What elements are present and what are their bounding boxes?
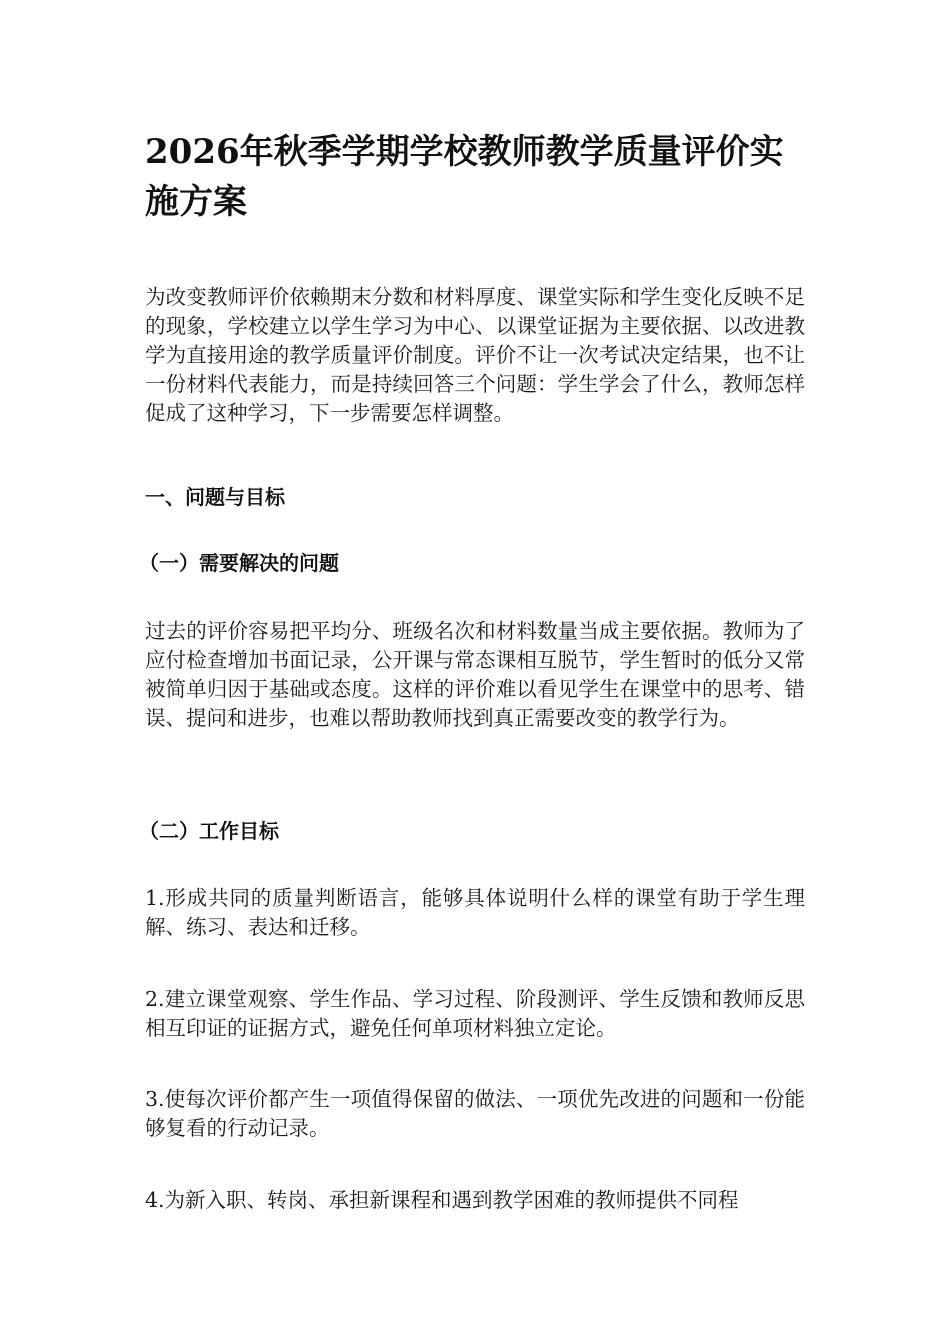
section-heading: 一、问题与目标 (145, 485, 285, 509)
goal-item-1: 1.形成共同的质量判断语言，能够具体说明什么样的课堂有助于学生理解、练习、表达和迁移。 (145, 886, 805, 939)
goal-item-3: 3.使每次评价都产生一项值得保留的做法、一项优先改进的问题和一份能够复看的行动记录。 (145, 1087, 805, 1140)
subsection-heading-goals: （二）工作目标 (139, 819, 279, 843)
document-title: 2026年秋季学期学校教师教学质量评价实施方案 (145, 132, 784, 222)
goal-item-2: 2.建立课堂观察、学生作品、学习过程、阶段测评、学生反馈和教师反思相互印证的证据方式，避免任何单项材料独立定论。 (145, 987, 805, 1040)
intro-paragraph: 为改变教师评价依赖期末分数和材料厚度、课堂实际和学生变化反映不足的现象，学校建立以学生学习为中心、以课堂证据为主要依据、以改进教学为直接用途的教学质量评价制度。评价不让一次考试决定结果，也不让一份材料代表能力，而是持续回答三个问题：学生学会了什么，教师怎样促成了这种学习，下一步需要怎样调整。 (145, 285, 805, 425)
goal-item-4: 4.为新入职、转岗、承担新课程和遇到教学困难的教师提供不同程 (145, 1188, 739, 1212)
problems-paragraph: 过去的评价容易把平均分、班级名次和材料数量当成主要依据。教师为了应付检查增加书面记录，公开课与常态课相互脱节，学生暂时的低分又常被简单归因于基础或态度。这样的评价难以看见学生在课堂中的思考、错误、提问和进步，也难以帮助教师找到真正需要改变的教学行为。 (145, 619, 805, 730)
subsection-heading-problems: （一）需要解决的问题 (139, 551, 339, 575)
